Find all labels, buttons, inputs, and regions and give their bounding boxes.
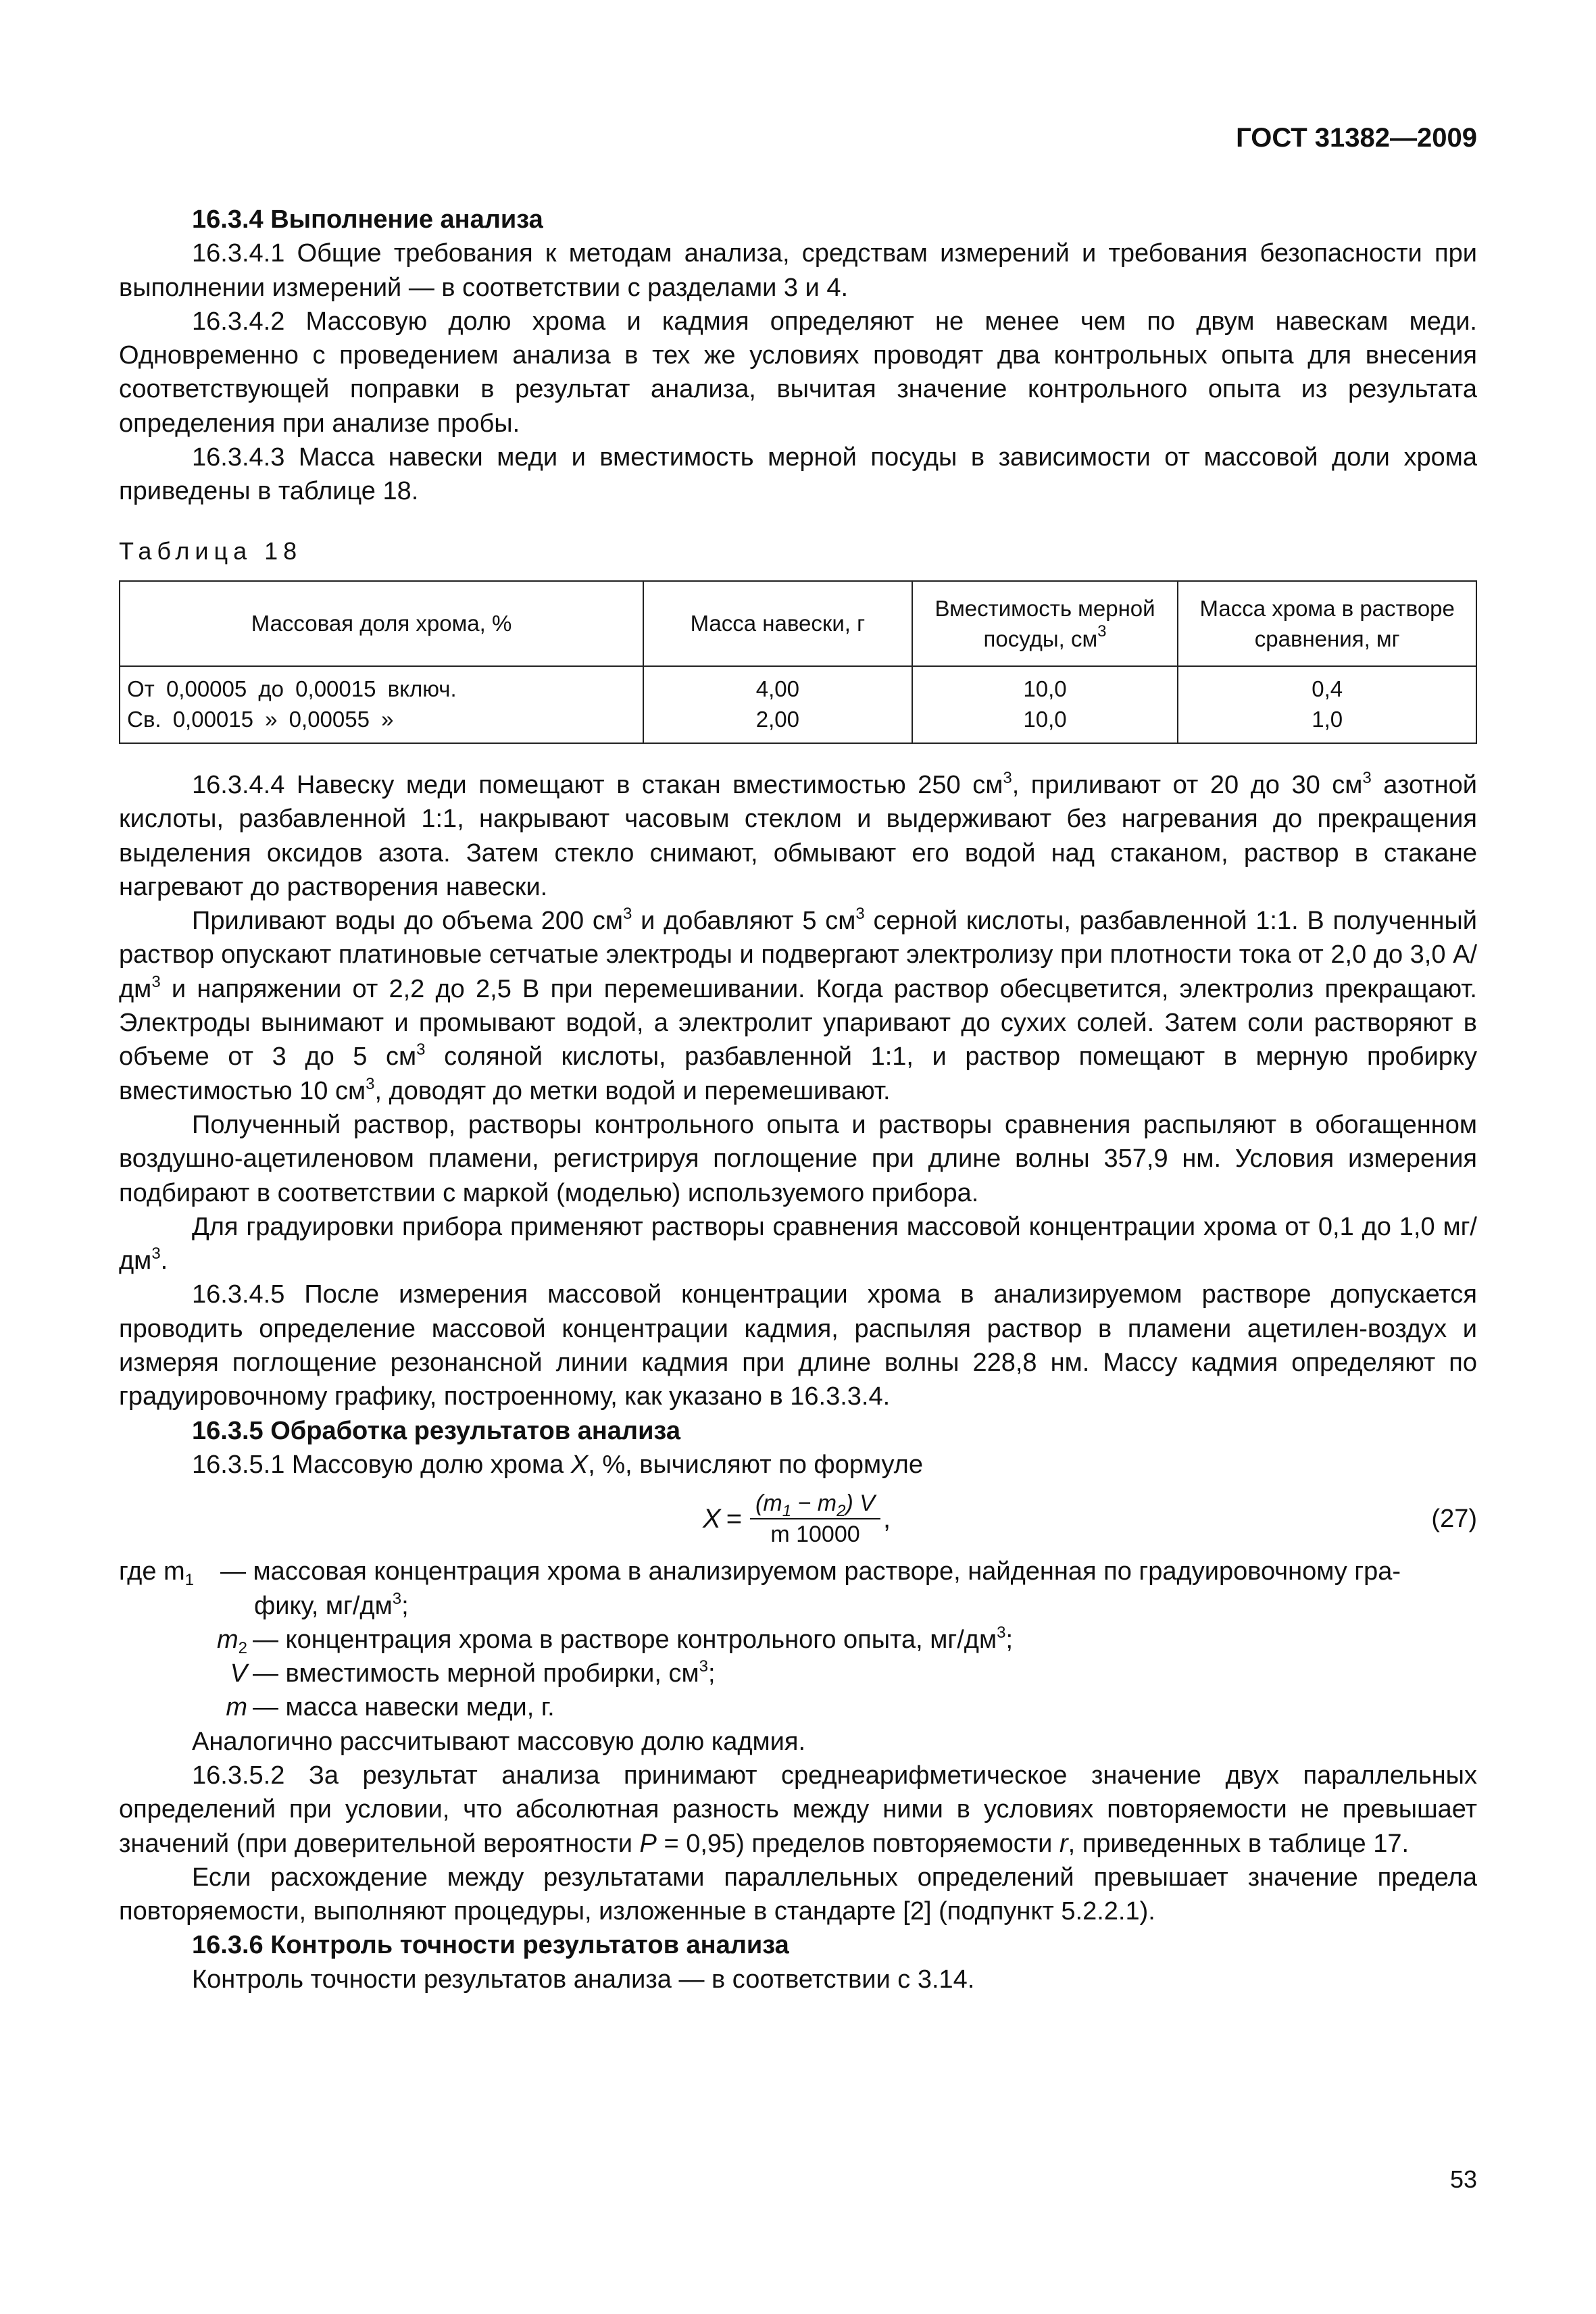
paragraph-electrolysis: Приливают воды до объема 200 $см^3$ и добавляют 5 $см^3$ серной кислоты, разбавленной 1:1. В полученный раствор опускают платиновые сетчатые электроды и подвергают электролизу при плотности тока от 2,0 до 3,0 $А/дм^3$ и напряжении от 2,2 до 2,5 В при перемешивании. Когда раствор обесцветится, электролиз прекращают. Электроды вынимают и промывают водой, а электролит упаривают до сухих солей. Затем соли растворяют в объеме от 3 до 5 $см^3$ соляной кислоты, разбавленной 1:1, и раствор помещают в мерную пробирку вместимостью 10 $см^3$, доводят до метки водой и перемешивают. [119,905,1477,1105]
equation-number: (27) [1431,1505,1477,1534]
formula-eq: = [726,1504,743,1534]
table-row [120,704,1476,743]
cell-volume: 10,0 [912,704,1178,743]
page-number: 53 [1449,2165,1477,2193]
paragraph-calibration: Для градуировки прибора применяют растворы сравнения массовой концентрации хрома от 0,1 до 1,0 $мг/дм^3$. [119,1212,1477,1276]
where-m2: $m_2$ — концентрация хрома в растворе контрольного опыта, $мг/дм^3$; [216,1623,1014,1657]
header-cr-mass: Масса хрома в растворе сравнения, мг [1178,581,1476,666]
formula-fraction [750,1488,880,1549]
standard-header: ГОСТ 31382—2009 [1236,123,1477,153]
table-separator [120,666,1476,674]
body-text [119,203,1477,1996]
section-heading-16-3-5: 16.3.5 Обработка результатов анализа [192,1416,680,1445]
where-m: m — масса навески меди, г. [226,1693,555,1722]
paragraph-16-3-4-3: 16.3.4.3 Масса навески меди и вместимость мерной посуды в зависимости от массовой доли хрома приведены в таблице 18. [119,443,1477,506]
cell-range: Св. 0,00015 » 0,00055 » [120,704,643,743]
formula-lhs: X [703,1504,721,1534]
formula-denominator: m 10000 [770,1521,860,1548]
paragraph-16-3-4-2: 16.3.4.2 Массовую долю хрома и кадмия определяют не менее чем по двум навескам меди. Одновременно с проведением анализа в тех же условиях проводят два контрольных опыта для внесения соответствующей поправки в результат анализа, вычитая значение контрольного опыта из результата определения при анализе пробы. [119,307,1477,438]
header-vessel-volume-text: Вместимость мерной посуды, см [934,595,1155,651]
formula [703,1488,891,1549]
header-sample-mass: Масса навески, г [643,581,912,666]
table-header-row [120,581,1476,666]
cell-cr: 1,0 [1178,704,1476,743]
paragraph-16-3-5-2: 16.3.5.2 За результат анализа принимают среднеарифметическое значение двух параллельных определений при условии, что абсолютная разность между ними в условиях повторяемости не превышает значений (при доверительной вероятности P = 0,95) пределов повторяемости r, приведенных в таблице 17. [119,1761,1477,1858]
where-v: V — вместимость мерной пробирки, $см^3$; [230,1657,716,1688]
table-row [120,674,1476,704]
paragraph-cadmium: Аналогично рассчитывают массовую долю кадмия. [192,1727,806,1756]
formula-comma: , [882,1504,891,1534]
table-caption: Таблица 18 [119,536,303,565]
paragraph-16-3-5-1: 16.3.5.1 Массовую долю хрома X, %, вычисляют по формуле [192,1450,923,1479]
section-heading-16-3-4: 16.3.4 Выполнение анализа [192,205,543,234]
superscript: 3 [1097,622,1107,640]
where-m1: где $m_1$ — массовая концентрация хрома в анализируемом растворе, найденная по градуировочному гра- фику, $мг/дм^3$; [119,1557,1401,1620]
cell-range: От 0,00005 до 0,00015 включ. [120,674,643,704]
paragraph-16-3-6: Контроль точности результатов анализа — в соответствии с 3.14. [192,1965,975,1994]
cell-mass: 2,00 [643,704,912,743]
table-18 [119,580,1477,744]
paragraph-16-3-4-1: 16.3.4.1 Общие требования к методам анализа, средствам измерений и требования безопасности при выполнении измерений — в соответствии с разделами 3 и 4. [119,239,1477,302]
paragraph-16-3-4-5: 16.3.4.5 После измерения массовой концентрации хрома в анализируемом растворе допускается проводить определение массовой концентрации кадмия, распыляя раствор в пламени ацетилен-воздух и измеряя поглощение резонансной линии кадмия при длине волны 228,8 нм. Массу кадмия определяют по градуировочному графику, построенному, как указано в 16.3.3.4. [119,1280,1477,1411]
formula-numerator: $(m_1 - m_2)$ V [750,1488,880,1519]
cell-volume: 10,0 [912,674,1178,704]
header-cr-fraction: Массовая доля хрома, % [120,581,643,666]
paragraph-16-3-4-4: 16.3.4.4 Навеску меди помещают в стакан вместимостью 250 $см^3$, приливают от 20 до 30 $см^3$ азотной кислоты, разбавленной 1:1, накрывают часовым стеклом и выдерживают без нагревания до прекращения выделения оксидов азота. Затем стекло снимают, обмывают его водой над стаканом, раствор в стакане нагревают до растворения навески. [119,768,1477,901]
paragraph-spraying: Полученный раствор, растворы контрольного опыта и растворы сравнения распыляют в обогащенном воздушно-ацетиленовом пламени, регистрируя поглощение при длине волны 357,9 нм. Условия измерения подбирают в соответствии с маркой (моделью) используемого прибора. [119,1110,1477,1207]
formula-27 [119,1482,1477,1555]
section-heading-16-3-6: 16.3.6 Контроль точности результатов анализа [192,1931,789,1960]
paragraph-divergence: Если расхождение между результатами параллельных определений превышает значение предела повторяемости, выполняют процедуры, изложенные в стандарте [2] (подпункт 5.2.2.1). [119,1863,1477,1926]
header-vessel-volume [912,581,1178,666]
cell-mass: 4,00 [643,674,912,704]
cell-cr: 0,4 [1178,674,1476,704]
